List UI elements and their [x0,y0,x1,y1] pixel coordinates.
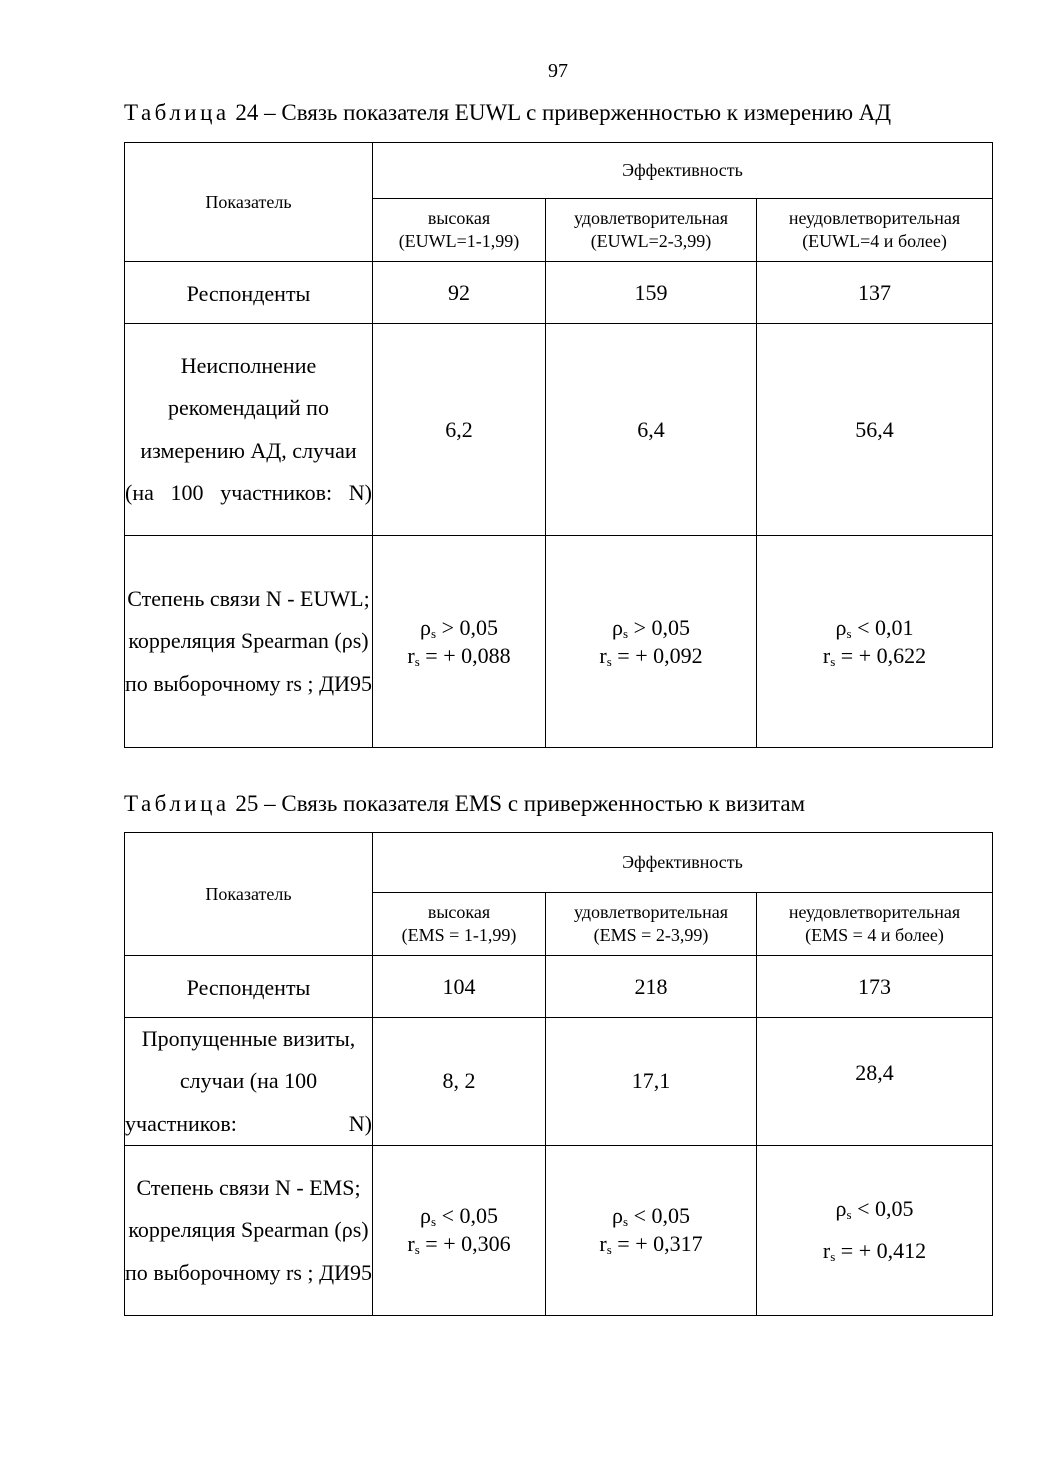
header-high [373,893,546,956]
row-label-missed-visits: Пропущенные визиты, случаи (на 100 участников: N) [125,1018,373,1146]
rho-value: $\rho_s < 0,05$ [835,1196,914,1223]
cell-correlation [546,536,757,748]
table-row [125,536,993,748]
cell-correlation [373,536,546,748]
header-satisfactory-range: (EMS = 2-3,99) [593,925,709,945]
table-24-caption [124,100,891,126]
table-row [125,1145,993,1315]
header-unsatisfactory [757,893,993,956]
table-25-caption-text: 25 – Связь показателя EMS с приверженностью к визитам [229,791,806,816]
header-satisfactory [546,199,757,262]
cell-value: 28,4 [757,1018,993,1146]
r-value: $r_s$ = + 0,088 [407,642,511,669]
header-high-range: (EMS = 1-1,99) [401,925,517,945]
cell-value: 6,4 [546,324,757,536]
rho-value: $\rho_s > 0,05$ [612,614,690,641]
cell-value: 137 [757,262,993,324]
rho-value: $\rho_s < 0,01$ [835,614,914,641]
rho-value: $\rho_s > 0,05$ [420,614,498,641]
table-row [125,324,993,536]
r-value: $r_s$ = + 0,306 [407,1231,511,1258]
cell-value: 8, 2 [373,1018,546,1146]
table-24-caption-text: 24 – Связь показателя EUWL с приверженностью к измерению АД [229,100,892,125]
header-indicator: Показатель [125,143,373,262]
r-value: $r_s$ = + 0,622 [822,642,927,669]
header-satisfactory [546,893,757,956]
header-satisfactory-name: удовлетворительная [573,208,729,228]
row-label-nonadherence: Неисполнение рекомендаций по измерению АД, случаи (на 100 участников: N) [125,324,373,536]
row-label-respondents: Респонденты [125,956,373,1018]
table-25-caption-prefix: Таблица [124,791,230,816]
r-value: $r_s$ = + 0,092 [599,642,703,669]
table-row [125,956,993,1018]
cell-value: 92 [373,262,546,324]
r-value: $r_s$ = + 0,317 [599,1231,703,1258]
header-unsatisfactory-range: (EMS = 4 и более) [805,925,944,945]
header-indicator: Показатель [125,833,373,956]
header-effectiveness: Эффективность [373,143,993,199]
row-label-respondents: Респонденты [125,262,373,324]
cell-value: 159 [546,262,757,324]
cell-correlation [757,1145,993,1315]
cell-correlation [546,1145,757,1315]
cell-value: 104 [373,956,546,1018]
r-value: $r_s$ = + 0,412 [822,1238,927,1265]
header-unsatisfactory [757,199,993,262]
row-label-correlation: Степень связи N - EMS; корреляция Spearman (ρs) по выборочному rs ; ДИ95 [125,1145,373,1315]
header-high-range: (EUWL=1-1,99) [398,231,520,251]
header-effectiveness: Эффективность [373,833,993,893]
header-high-name: высокая [427,902,491,922]
header-satisfactory-name: удовлетворительная [573,902,729,922]
table-25-caption [124,791,805,817]
table-24 [124,142,993,748]
table-row [125,1018,993,1146]
rho-value: $\rho_s < 0,05$ [612,1203,690,1230]
cell-value: 6,2 [373,324,546,536]
cell-correlation [757,536,993,748]
cell-value: 173 [757,956,993,1018]
page-number: 97 [548,60,568,82]
header-satisfactory-range: (EUWL=2-3,99) [590,231,712,251]
cell-value: 17,1 [546,1018,757,1146]
header-unsatisfactory-name: неудовлетворительная [788,208,961,228]
rho-value: $\rho_s < 0,05$ [420,1203,498,1230]
cell-value: 56,4 [757,324,993,536]
row-label-correlation: Степень связи N - EUWL; корреляция Spearman (ρs) по выборочному rs ; ДИ95 [125,536,373,748]
header-unsatisfactory-name: неудовлетворительная [788,902,961,922]
table-24-caption-prefix: Таблица [124,100,230,125]
cell-correlation [373,1145,546,1315]
cell-value: 218 [546,956,757,1018]
table-row [125,262,993,324]
table-25 [124,832,993,1316]
header-high-name: высокая [427,208,491,228]
header-high [373,199,546,262]
header-unsatisfactory-range: (EUWL=4 и более) [802,231,947,251]
